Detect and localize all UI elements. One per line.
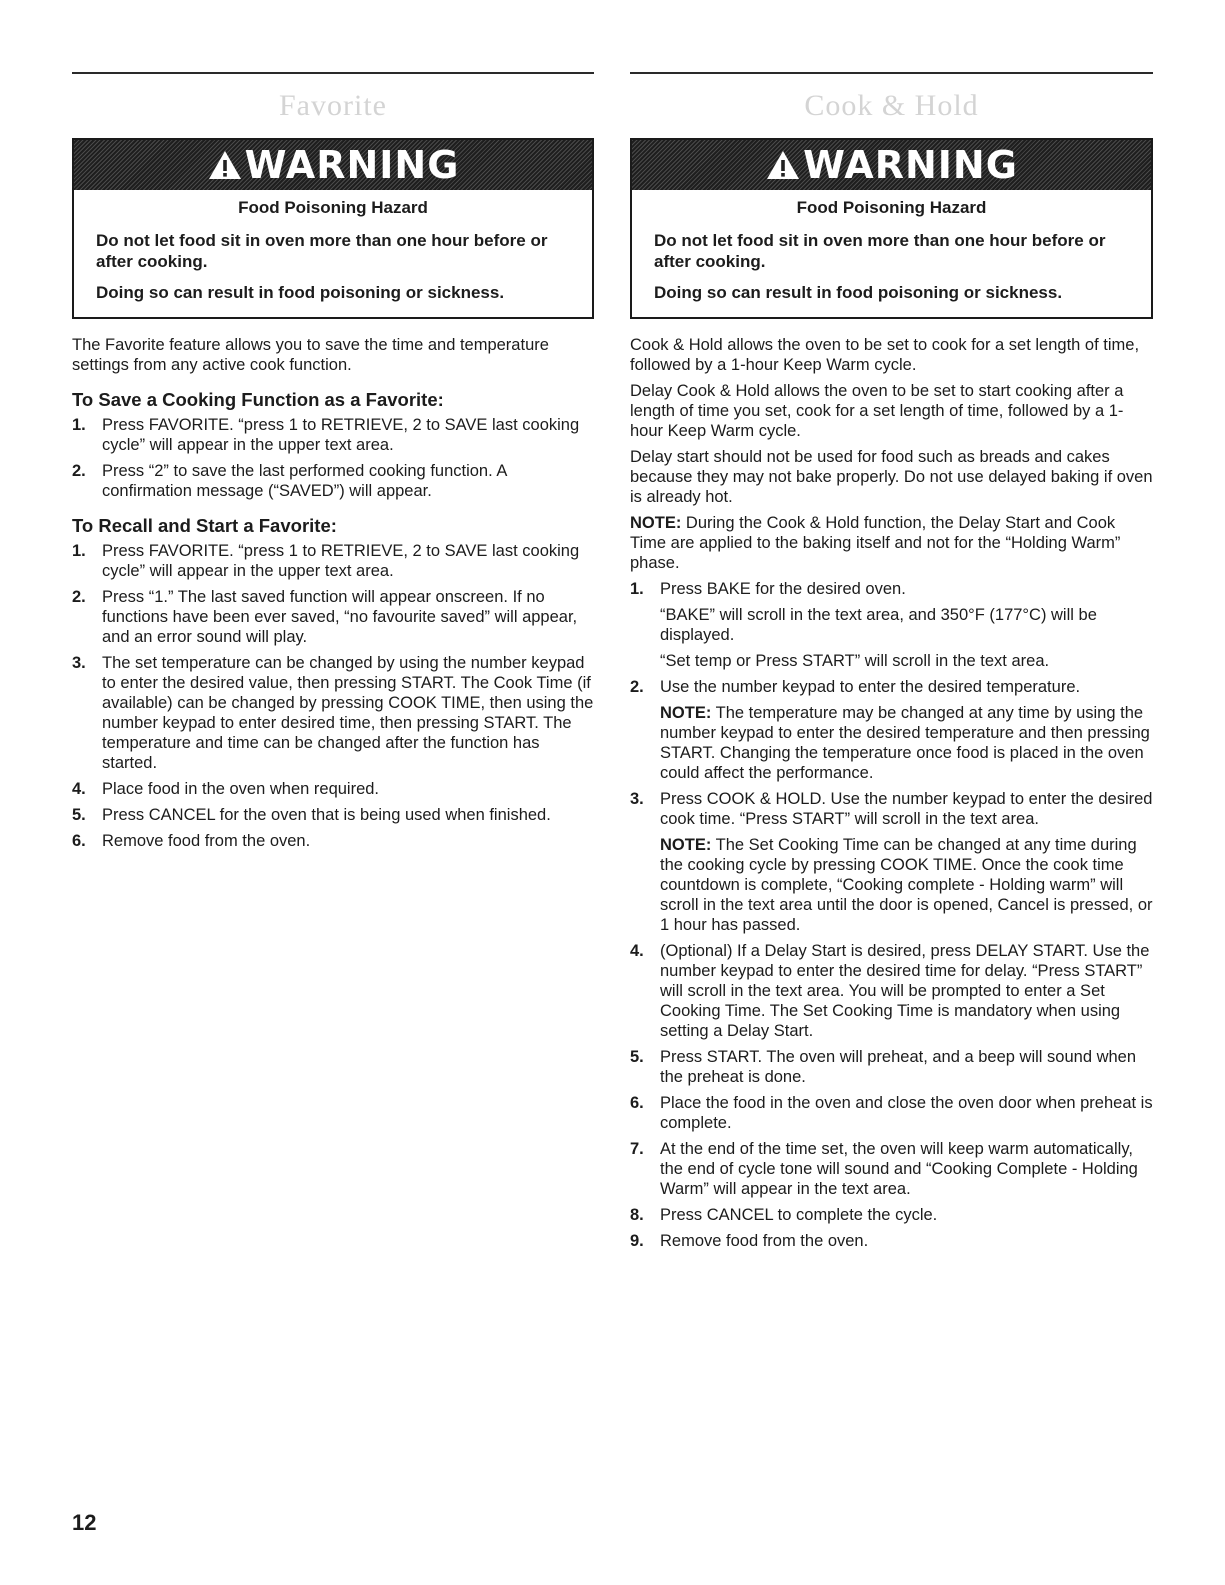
list-item: 6. Place the food in the oven and close the oven door when preheat is complete. bbox=[630, 1094, 1153, 1132]
cook-hold-steps bbox=[630, 579, 1153, 1251]
list-item: 5. Press CANCEL for the oven that is being used when finished. bbox=[72, 806, 551, 824]
intro-paragraph: The Favorite feature allows you to save the time and temperature settings from any active cook function. bbox=[72, 336, 549, 374]
list-item: 1. Press FAVORITE. “press 1 to RETRIEVE, 2 to SAVE last cooking cycle” will appear in the upper text area. bbox=[72, 416, 580, 454]
save-heading: To Save a Cooking Function as a Favorite: bbox=[72, 389, 444, 410]
paragraph: Cook & Hold allows the oven to be set to cook for a set length of time, followed by a 1-hour Keep Warm cycle. bbox=[630, 336, 1140, 374]
list-item: 3. The set temperature can be changed by using the number keypad to enter the desired value, then pressing START. The Cook Time (if available) can be changed by pressing COOK TIME, then using the number keypad to enter desired time, then pressing START. The temperature and time can be changed after the function has started. bbox=[72, 654, 594, 772]
favorite-section bbox=[72, 72, 594, 857]
step-detail: “Set temp or Press START” will scroll in the text area. bbox=[660, 652, 1050, 670]
list-item: 1. Press FAVORITE. “press 1 to RETRIEVE, 2 to SAVE last cooking cycle” will appear in the upper text area. bbox=[72, 542, 580, 580]
section-title: Cook & Hold bbox=[804, 89, 979, 122]
list-item: 2. Press “2” to save the last performed cooking function. A confirmation message (“SAVED”) will appear. bbox=[72, 462, 507, 500]
warning-line: Doing so can result in food poisoning or sickness. bbox=[96, 283, 505, 302]
top-rule bbox=[72, 72, 594, 74]
list-item: 9. Remove food from the oven. bbox=[630, 1232, 869, 1250]
note-paragraph: NOTE: During the Cook & Hold function, the Delay Start and Cook Time are applied to the baking itself and not for the “Holding Warm” phase. bbox=[630, 514, 1121, 572]
warning-box bbox=[72, 138, 594, 319]
recall-steps bbox=[72, 541, 594, 851]
section-title: Favorite bbox=[279, 89, 387, 122]
warning-triangle-icon bbox=[765, 149, 801, 181]
page-number: 12 bbox=[72, 1510, 97, 1535]
step-detail: “BAKE” will scroll in the text area, and 350°F (177°C) will be displayed. bbox=[660, 606, 1097, 644]
warning-triangle-icon bbox=[207, 149, 243, 181]
warning-banner bbox=[632, 140, 1151, 190]
warning-box bbox=[630, 138, 1153, 319]
list-item: 2. Press “1.” The last saved function will appear onscreen. If no functions have been ever saved, “no favourite saved” will appear, and an error sound will play. bbox=[72, 588, 578, 646]
warning-line: Doing so can result in food poisoning or sickness. bbox=[654, 283, 1063, 302]
warning-label: WARNING bbox=[244, 143, 460, 187]
save-steps bbox=[72, 415, 594, 501]
step-note: NOTE: The temperature may be changed at any time by using the number keypad to enter the desired temperature and then pressing START. Changing the temperature once food is placed in the oven could affect the performance. bbox=[660, 704, 1150, 782]
list-item: 5. Press START. The oven will preheat, and a beep will sound when the preheat is done. bbox=[630, 1048, 1137, 1086]
list-item: 3. Press COOK & HOLD. Use the number keypad to enter the desired cook time. “Press START” will scroll in the text area. NOTE: The Set Cooking Time can be changed at any time during the cooking cycle by pressing COOK TIME. Once the cook time countdown is complete, “Cooking complete - Holding warm” will scroll in the text area until the door is opened, Cancel is pressed, or 1 hour has passed. bbox=[630, 790, 1153, 934]
cook-hold-section bbox=[630, 72, 1153, 1257]
paragraph: Delay start should not be used for food such as breads and cakes because they may not bake properly. Do not use delayed baking if oven is already hot. bbox=[630, 448, 1153, 506]
warning-label: WARNING bbox=[803, 143, 1018, 187]
list-item: 2. Use the number keypad to enter the desired temperature. NOTE: The temperature may be changed at any time by using the number keypad to enter the desired temperature and then pressing START. Changing the temperature once food is placed in the oven could affect the performance. bbox=[630, 677, 1153, 783]
list-item: 7. At the end of the time set, the oven will keep warm automatically, the end of cycle tone will sound and “Cooking Complete - Holding Warm” will appear in the text area. bbox=[630, 1140, 1138, 1198]
list-item: 1. Press BAKE for the desired oven. “BAKE” will scroll in the text area, and 350°F (177°C) will be displayed. “Set temp or Press START” will scroll in the text area. bbox=[630, 579, 1153, 671]
warning-heading: Food Poisoning Hazard bbox=[796, 198, 987, 217]
list-item: 6. Remove food from the oven. bbox=[72, 832, 311, 850]
warning-line: Do not let food sit in oven more than one hour before or after cooking. bbox=[96, 231, 548, 271]
step-note: NOTE: The Set Cooking Time can be changed at any time during the cooking cycle by pressing COOK TIME. Once the cook time countdown is complete, “Cooking complete - Holding warm” will scroll in the text area until the door is opened, Cancel is pressed, or 1 hour has passed. bbox=[660, 836, 1153, 934]
list-item: 8. Press CANCEL to complete the cycle. bbox=[630, 1206, 938, 1224]
recall-heading: To Recall and Start a Favorite: bbox=[72, 515, 337, 536]
warning-banner bbox=[74, 140, 592, 190]
top-rule bbox=[630, 72, 1153, 74]
paragraph: Delay Cook & Hold allows the oven to be set to start cooking after a length of time you set, cook for a set length of time, followed by a 1-hour Keep Warm cycle. bbox=[630, 382, 1124, 440]
list-item: 4. (Optional) If a Delay Start is desired, press DELAY START. Use the number keypad to enter the desired time for delay. “Press START” will scroll in the text area. You will be prompted to enter a Set Cooking Time. The Set Cooking Time is mandatory when using setting a Delay Start. bbox=[630, 942, 1150, 1040]
warning-line: Do not let food sit in oven more than one hour before or after cooking. bbox=[654, 231, 1106, 271]
list-item: 4. Place food in the oven when required. bbox=[72, 780, 380, 798]
warning-heading: Food Poisoning Hazard bbox=[238, 198, 428, 217]
